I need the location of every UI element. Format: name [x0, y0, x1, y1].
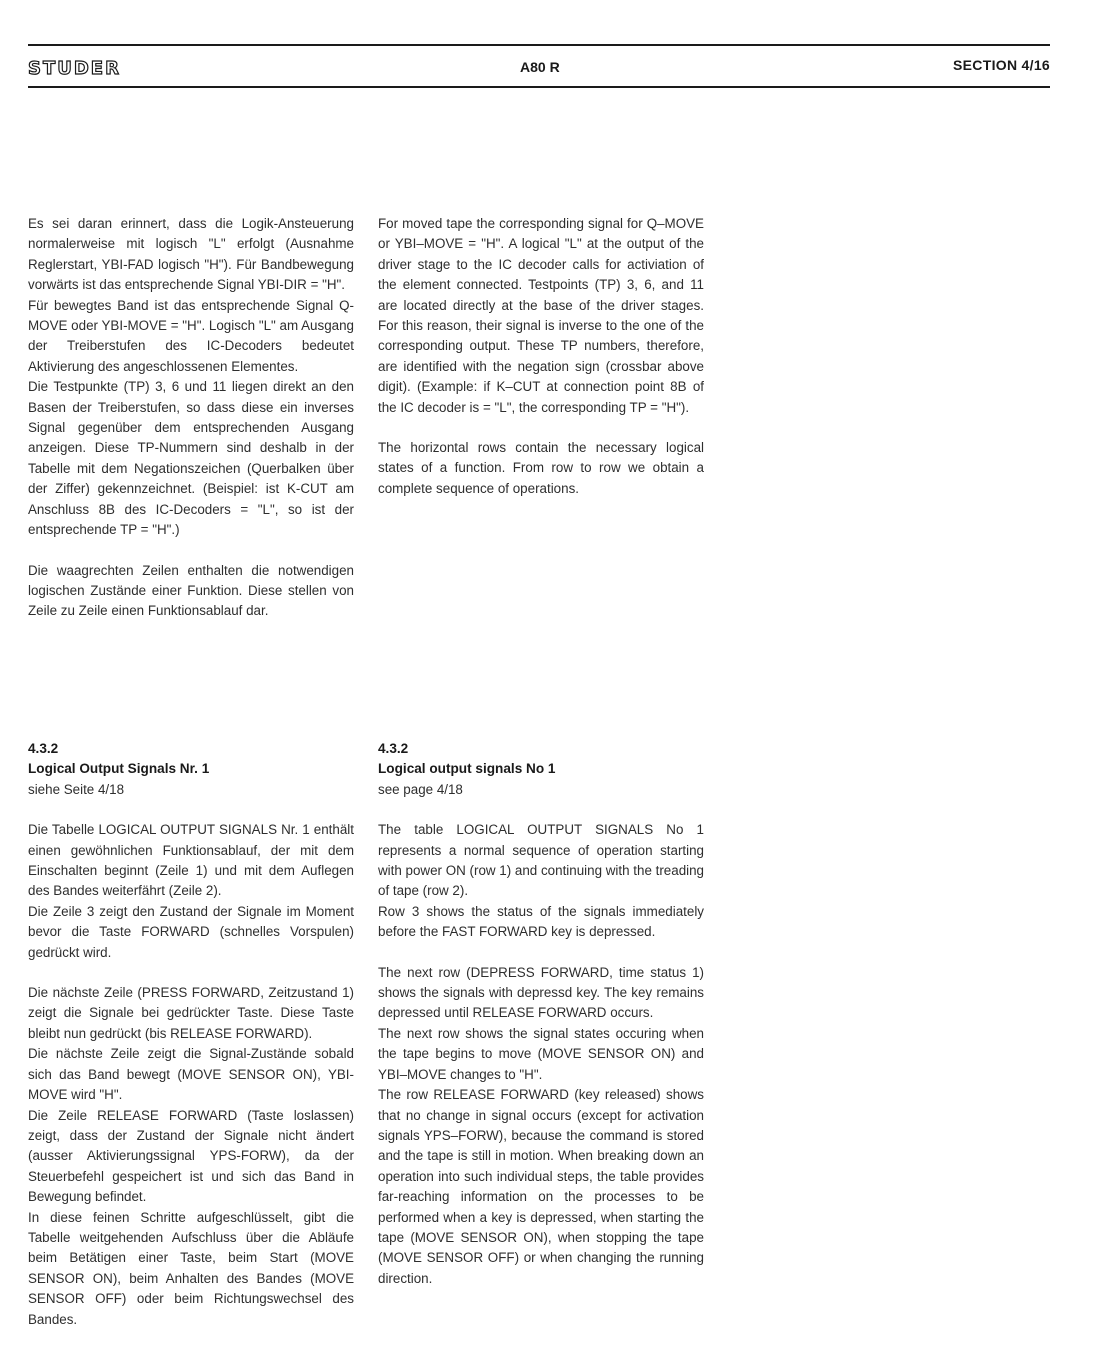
header-bottom-rule — [28, 86, 1050, 88]
german-rows-para: Die waagrechten Zeilen enthalten die notwendigen logischen Zustände einer Funktion. Diese stellen von Zeile zu Zeile einen Funktionsablauf dar. — [28, 562, 354, 619]
german-block2-para-4: In diese feinen Schritte aufgeschlüsselt, gibt die Tabelle weitgehenden Aufschluss über die Abläufe beim Betätigen einer Taste, beim Start (MOVE SENSOR ON), beim Anhalten des Bandes (MOVE SENSOR OFF) oder beim Richtungswechsel des Bandes. — [28, 1209, 354, 1327]
english-intro — [378, 214, 704, 499]
german-section-title: Logical Output Signals Nr. 1 — [28, 761, 210, 777]
german-block2-para-1: Die nächste Zeile (PRESS FORWARD, Zeitzustand 1) zeigt die Signale bei gedrückter Taste. Diese Taste bleibt nun gedrückt (bis RELEASE FORWARD). — [28, 985, 354, 1041]
english-section-title: Logical output signals No 1 — [378, 761, 556, 777]
english-block2-para-2: The next row shows the signal states occuring when the tape begins to move (MOVE SENSOR ON) and YBI–MOVE changes to "H". — [378, 1025, 704, 1082]
english-block1-para-1: The table LOGICAL OUTPUT SIGNALS No 1 represents a normal sequence of operation starting with power ON (row 1) and continuing with the treading of tape (row 2). — [378, 822, 705, 899]
german-block1-para-1: Die Tabelle LOGICAL OUTPUT SIGNALS Nr. 1 enthält einen gewöhnlichen Funktionsablauf, der mit dem Einschalten beginnt (Zeile 1) und mit dem Auflegen des Bandes weiterfährt (Zeile 2). — [28, 822, 354, 899]
english-block2-para-3: The row RELEASE FORWARD (key released) shows that no change in signal occurs (except for activation signals YPS–FORW), because the command is stored and the tape is still in motion. When breaking down an operation into such individual steps, the table provides far-reaching information on the processes to be performed when a key is depressed, when starting the tape (MOVE SENSOR ON), when stopping the tape (MOVE SENSOR OFF) or when changing the running direction. — [378, 1087, 704, 1286]
english-intro-para-1: For moved tape the corresponding signal for Q–MOVE or YBI–MOVE = "H". A logical "L" at the output of the driver stage to the IC decoder calls for activiation of the element connected. Testpoints (TP) 3, 6, and 11 are located directly at the base of the driver stages. For this reason, their signal is inverse to the one of the corresponding output. These TP numbers, therefore, are identified with the negation sign (crossbar above digit). (Example: if K–CUT at connection point 8B of the IC decoder is = "L", the corresponding TP = "H"). — [378, 216, 704, 415]
german-intro — [28, 214, 354, 622]
german-intro-para-2: Für bewegtes Band ist das entsprechende Signal Q-MOVE oder YBI-MOVE = "H". Logisch "L" am Ausgang der Treiberstufen des IC-Decoders bedeutet Aktivierung des angeschlossenen Elementes. — [28, 297, 354, 374]
german-section-ref: siehe Seite 4/18 — [28, 781, 125, 797]
english-rows-para: The horizontal rows contain the necessary logical states of a function. From row to row we obtain a complete sequence of operations. — [378, 440, 704, 496]
section-label: SECTION 4/16 — [953, 57, 1050, 73]
model-label: A80 R — [520, 59, 560, 75]
english-section-number: 4.3.2 — [378, 741, 409, 756]
english-block2-para-1: The next row (DEPRESS FORWARD, time status 1) shows the signals with depressd key. The key remains depressed until RELEASE FORWARD occurs. — [378, 964, 704, 1021]
german-block2-para-3: Die Zeile RELEASE FORWARD (Taste loslassen) zeigt, dass der Zustand der Signale nicht ändert (ausser Aktivierungssignal YPS-FORW), da der Steuerbefehl gespeichert ist und sich das Band in Bewegung befindet. — [28, 1107, 354, 1205]
german-block1-para-2: Die Zeile 3 zeigt den Zustand der Signale im Moment bevor die Taste FORWARD (schnelles Vorspulen) gedrückt wird. — [28, 903, 354, 960]
page-header — [28, 54, 1050, 82]
english-section — [378, 739, 704, 1289]
header-top-rule — [28, 44, 1050, 46]
studer-logo: STUDER — [28, 58, 121, 79]
german-block2-para-2: Die nächste Zeile zeigt die Signal-Zustände sobald sich das Band bewegt (MOVE SENSOR ON), YBI-MOVE wird "H". — [28, 1046, 354, 1103]
german-section-number: 4.3.2 — [28, 741, 59, 756]
english-block1-para-2: Row 3 shows the status of the signals immediately before the FAST FORWARD key is depressed. — [378, 903, 704, 940]
english-section-ref: see page 4/18 — [378, 781, 463, 797]
german-intro-para-1: Es sei daran erinnert, dass die Logik-Ansteuerung normalerweise mit logisch "L" erfolgt (Ausnahme Reglerstart, YBI-FAD logisch "H"). Für Bandbewegung vorwärts ist das entsprechende Signal YBI-DIR = "H". — [28, 216, 354, 293]
german-section — [28, 739, 354, 1330]
german-intro-para-3: Die Testpunkte (TP) 3, 6 und 11 liegen direkt an den Basen der Treiberstufen, so dass diese ein inverses Signal gegenüber dem entsprechenden Ausgang anzeigen. Diese TP-Nummern sind deshalb in der Tabelle mit dem Negationszeichen (Querbalken über der Ziffer) gekennzeichnet. (Beispiel: ist K-CUT am Anschluss 8B des IC-Decoders = "L", so ist der entsprechende TP = "H".) — [28, 379, 354, 538]
